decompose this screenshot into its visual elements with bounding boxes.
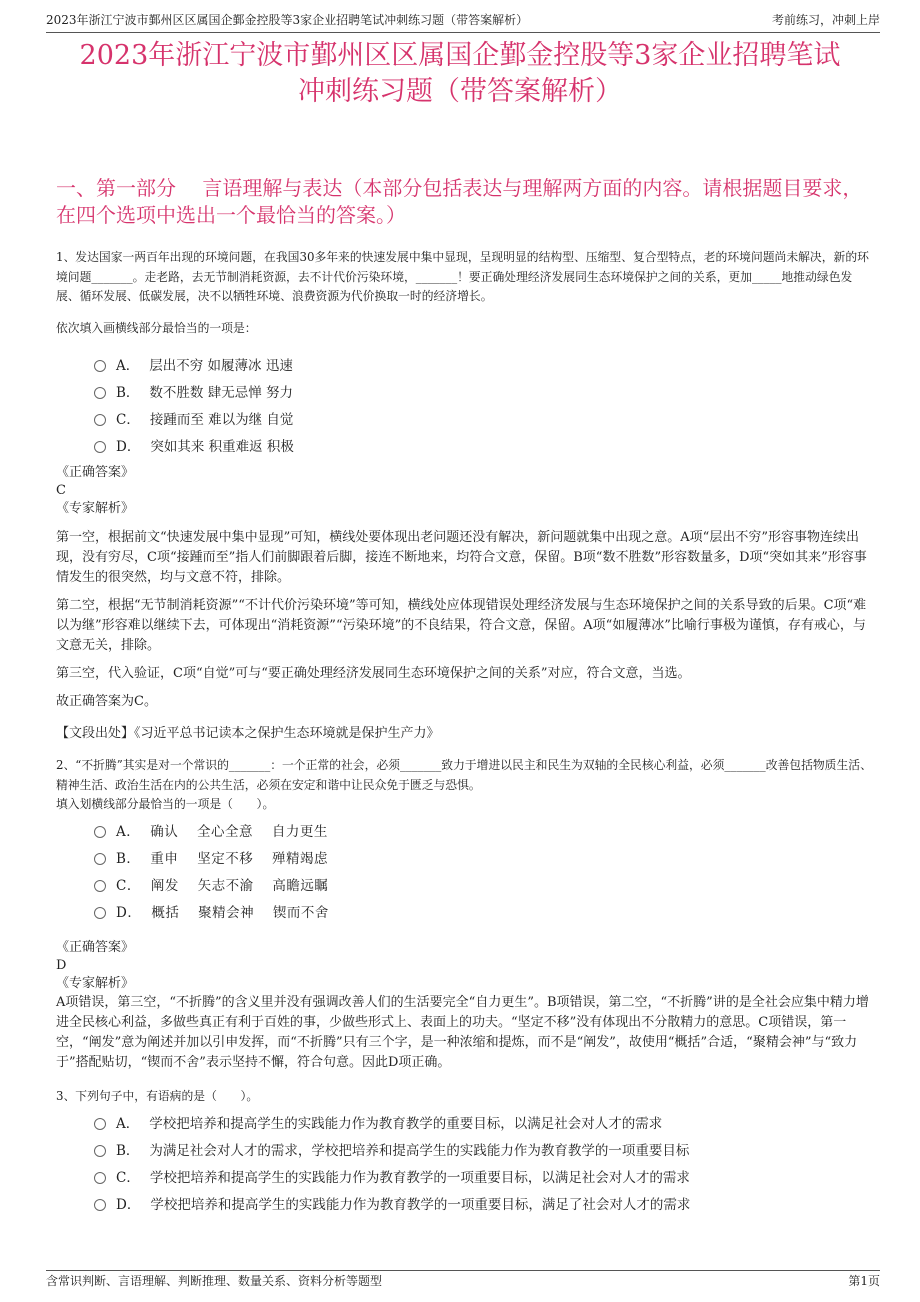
page-header — [46, 10, 880, 33]
q2-option-a[interactable] — [94, 817, 872, 844]
radio-icon[interactable] — [94, 387, 106, 399]
option-text: 学校把培养和提高学生的实践能力作为教育教学的一项重要目标，满足了社会对人才的需求 — [150, 1196, 691, 1213]
document-title — [30, 38, 890, 110]
q1-source: 【文段出处】《习近平总书记读本之保护生态环境就是保护生产力》 — [56, 726, 440, 741]
option-text: 阐发 矢志不渝 高瞻远瞩 — [150, 878, 329, 894]
radio-icon[interactable] — [94, 826, 106, 838]
q3-option-d[interactable] — [94, 1189, 872, 1216]
q1-analysis-para: 第三空，代入验证，C项“自觉”可与“要正确处理经济发展同生态环境保护之间的关系”对应，符合文意，当选。 — [56, 666, 691, 681]
q2-answer: D — [56, 957, 67, 973]
q1-answer-title: 《正确答案》 — [56, 465, 135, 480]
radio-icon[interactable] — [94, 441, 106, 453]
radio-icon[interactable] — [94, 1145, 106, 1157]
radio-icon[interactable] — [94, 1118, 106, 1130]
title-line-1: 2023年浙江宁波市鄞州区区属国企鄞金控股等3家企业招聘笔试 — [79, 40, 841, 71]
option-text: 确认 全心全意 自力更生 — [150, 824, 328, 840]
option-label: C． — [116, 411, 140, 428]
question-content — [56, 248, 872, 1216]
q3-option-b[interactable] — [94, 1135, 872, 1162]
header-doc-title: 2023年浙江宁波市鄞州区区属国企鄞金控股等3家企业招聘笔试冲刺练习题（带答案解析） — [46, 13, 529, 27]
option-label: A． — [116, 824, 141, 840]
q2-stem: 2、“不折腾”其实是对一个常识的_______：一个正常的社会，必须_______致力于增进以民主和民生为双轴的全民核心利益，必须_______改善包括物质生活、精神生活、政治生活在内的公共生活，必须在安定和谐中让民众免于匮乏与恐惧。 — [56, 758, 872, 792]
option-label: B． — [116, 384, 140, 401]
q1-option-b[interactable] — [94, 377, 872, 404]
option-text: 重申 坚定不移 殚精竭虑 — [150, 851, 329, 867]
option-label: A． — [116, 1115, 140, 1132]
q2-analysis: A项错误，第三空，“不折腾”的含义里并没有强调改善人们的生活要完全“自力更生”。B项错误，第二空，“不折腾”讲的是全社会应集中精力增进全民核心利益，多做些真正有利于百姓的事，少做些形式上、表面上的功夫。“坚定不移”没有体现出不分散精力的意思。C项错误，第一空，“阐发”意为阐述并加以引申发挥，而“不折腾”只有三个字，是一种浓缩和提炼，而不是“阐发”，故使用“概括”合适，“聚精会神”与“致力于”搭配贴切，“锲而不舍”表示坚持不懈，符合句意。因此D项正确。 — [56, 994, 869, 1070]
option-text: 突如其来 积重难返 积极 — [150, 438, 294, 455]
option-label: D． — [116, 905, 142, 921]
option-label: C． — [116, 1169, 140, 1186]
option-label: D． — [116, 438, 141, 455]
q2-answer-title: 《正确答案》 — [56, 939, 135, 955]
option-text: 接踵而至 难以为继 自觉 — [149, 411, 294, 428]
q1-analysis-para: 故正确答案为C。 — [56, 694, 157, 709]
footer-topics: 含常识判断、言语理解、判断推理、数量关系、资料分析等题型 — [46, 1274, 383, 1288]
q1-analysis-para: 第二空，根据“无节制消耗资源”“不计代价污染环境”等可知，横线处应体现错误处理经济发展与生态环境保护之间的关系导致的后果。C项“难以为继”形容难以继续下去，可体现出“消耗资源”“污染环境”的不良结果，符合文意，保留。A项“如履薄冰”比喻行事极为谨慎，存有戒心，与文意无关，排除。 — [56, 598, 867, 653]
option-text: 为满足社会对人才的需求，学校把培养和提高学生的实践能力作为教育教学的一项重要目标 — [149, 1142, 690, 1159]
question-1 — [56, 248, 872, 744]
q1-option-a[interactable] — [94, 350, 872, 377]
option-label: B． — [116, 851, 141, 867]
option-label: A． — [116, 357, 140, 374]
q1-analysis-para: 第一空，根据前文“快速发展中集中显现”可知，横线处要体现出老问题还没有解决，新问题就集中出现之意。A项“层出不穷”形容事物连续出现，没有穷尽，C项“接踵而至”指人们前脚跟着后脚，接连不断地来，均符合文意，保留。B项“数不胜数”形容数量多，D项“突如其来”形容事情发生的很突然，均与文意不符，排除。 — [56, 530, 867, 585]
q3-option-a[interactable] — [94, 1108, 872, 1135]
page-number: 第1页 — [848, 1274, 880, 1288]
radio-icon[interactable] — [94, 1172, 106, 1184]
q1-prompt: 依次填入画横线部分最恰当的一项是： — [56, 320, 257, 335]
question-2 — [56, 756, 872, 1073]
q1-options — [94, 350, 872, 458]
option-label: C． — [116, 878, 141, 894]
option-text: 学校把培养和提高学生的实践能力作为教育教学的一项重要目标，以满足社会对人才的需求 — [149, 1169, 690, 1186]
q1-option-c[interactable] — [94, 404, 872, 431]
q2-options — [94, 817, 872, 925]
q3-options — [94, 1108, 872, 1216]
page-footer — [46, 1270, 880, 1291]
option-text: 层出不穷 如履薄冰 迅速 — [149, 357, 293, 374]
q1-option-d[interactable] — [94, 431, 872, 458]
option-label: D． — [116, 1196, 141, 1213]
question-3 — [56, 1087, 872, 1217]
radio-icon[interactable] — [94, 414, 106, 426]
q2-option-b[interactable] — [94, 844, 872, 871]
q2-option-d[interactable] — [94, 898, 872, 925]
radio-icon[interactable] — [94, 1199, 106, 1211]
q2-analysis-title: 《专家解析》 — [56, 975, 135, 991]
q1-stem: 1、发达国家一两百年出现的环境问题，在我国30多年来的快速发展中集中显现，呈现明显的结构型、压缩型、复合型特点，老的环境问题尚未解决，新的环境问题_______。走老路，去无节制消耗资源，去不计代价污染环境，_______！要正确处理经济发展同生态环境保护之间的关系，更加_____地推动绿色发展、循环发展、低碳发展，决不以牺牲环境、浪费资源为代价换取一时的经济增长。 — [56, 250, 869, 303]
q3-option-c[interactable] — [94, 1162, 872, 1189]
radio-icon[interactable] — [94, 880, 106, 892]
q2-option-c[interactable] — [94, 871, 872, 898]
option-text: 数不胜数 肆无忌惮 努力 — [149, 384, 294, 401]
option-text: 学校把培养和提高学生的实践能力作为教育教学的重要目标，以满足社会对人才的需求 — [149, 1115, 663, 1132]
radio-icon[interactable] — [94, 360, 106, 372]
option-text: 概括 聚精会神 锲而不舍 — [151, 905, 329, 921]
section-heading: 一、第一部分 言语理解与表达（本部分包括表达与理解两方面的内容。请根据题目要求，在四个选项中选出一个最恰当的答案。） — [56, 176, 863, 227]
title-line-2: 冲刺练习题（带答案解析） — [298, 76, 622, 107]
q1-answer: C — [56, 483, 66, 498]
q2-prompt: 填入划横线部分最恰当的一项是（ ）。 — [56, 797, 275, 811]
header-slogan: 考前练习，冲刺上岸 — [771, 13, 880, 27]
radio-icon[interactable] — [94, 853, 106, 865]
q3-stem: 3、下列句子中，有语病的是（ ）。 — [56, 1088, 259, 1103]
radio-icon[interactable] — [94, 907, 106, 919]
option-label: B． — [116, 1142, 140, 1159]
q1-analysis-title: 《专家解析》 — [56, 501, 135, 516]
